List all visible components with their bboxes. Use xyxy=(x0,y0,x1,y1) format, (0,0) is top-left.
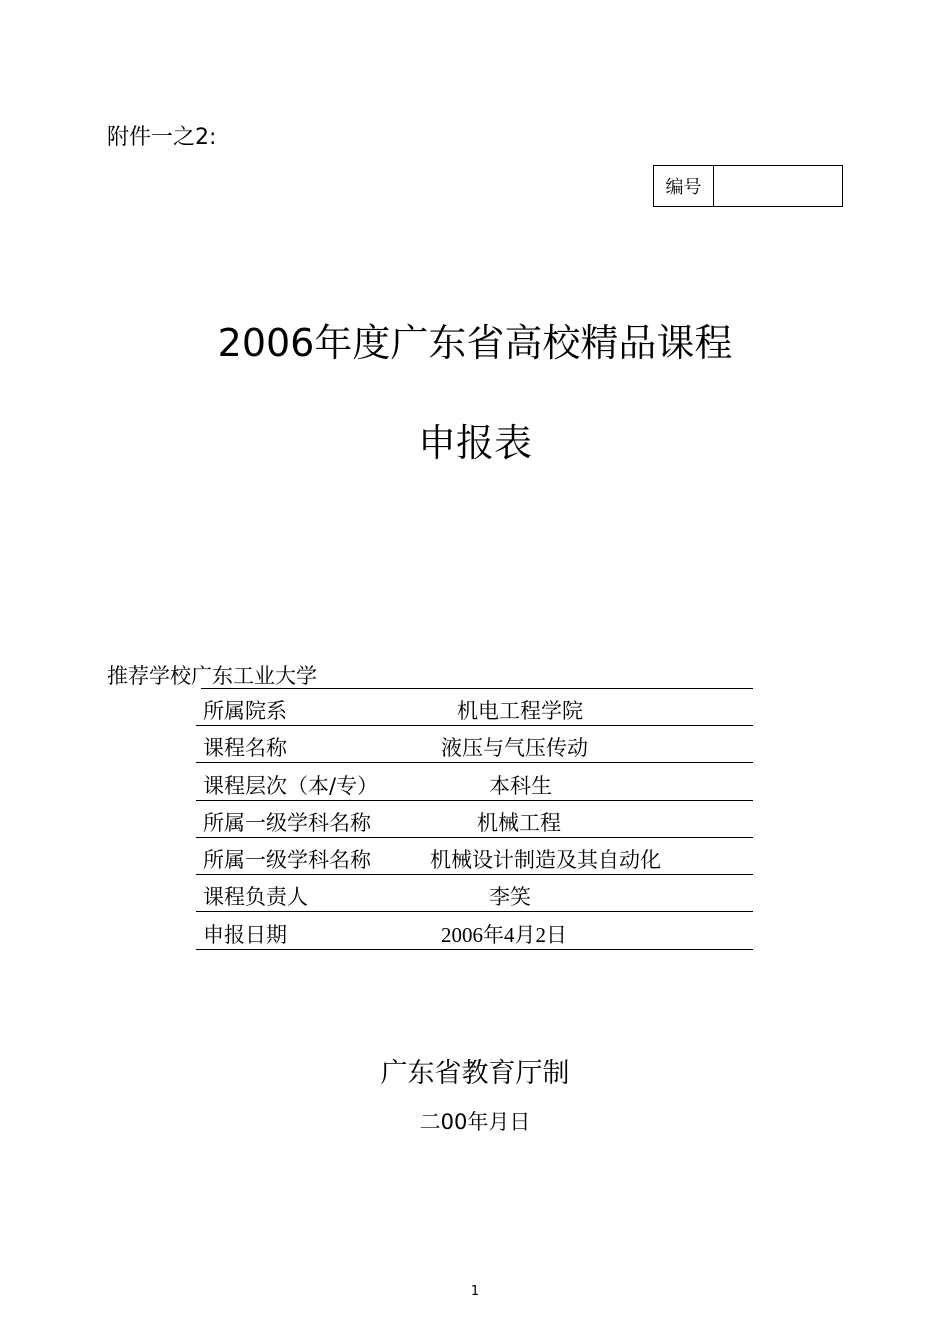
row-value: 液压与气压传动 xyxy=(441,736,588,760)
form-row-discipline-2 xyxy=(196,838,753,875)
row-label: 申报日期 xyxy=(203,923,287,947)
document-title: 2006年度广东省高校精品课程 xyxy=(217,321,733,365)
attachment-label: 附件一之2: xyxy=(107,125,217,150)
form-row-course-level xyxy=(196,764,753,801)
number-box xyxy=(653,165,843,207)
row-value: 2006年4月2日 xyxy=(441,923,567,947)
row-value: 李笑 xyxy=(489,885,531,909)
row-label: 课程层次（本/专） xyxy=(203,774,379,798)
row-value: 本科生 xyxy=(489,774,552,798)
row-label: 所属一级学科名称 xyxy=(203,811,371,835)
number-label: 编号 xyxy=(654,166,714,206)
school-label: 推荐学校 xyxy=(107,664,191,688)
row-label: 课程负责人 xyxy=(203,885,308,909)
issue-date: 二00年月日 xyxy=(419,1110,531,1134)
issuing-organization: 广东省教育厅制 xyxy=(380,1058,570,1089)
document-subtitle: 申报表 xyxy=(417,421,532,465)
row-label: 课程名称 xyxy=(203,736,287,760)
form-row-date xyxy=(196,913,753,950)
page-number: 1 xyxy=(470,1284,480,1299)
number-value-field[interactable] xyxy=(714,166,842,206)
school-row xyxy=(107,664,753,689)
row-label: 所属一级学科名称 xyxy=(203,848,371,872)
form-row-course-name xyxy=(196,726,753,763)
school-value: 广东工业大学 xyxy=(191,664,317,688)
row-value: 机械工程 xyxy=(477,811,561,835)
form-row-department xyxy=(196,689,753,726)
row-value: 机械设计制造及其自动化 xyxy=(430,848,661,872)
form-row-course-leader xyxy=(196,875,753,912)
row-value: 机电工程学院 xyxy=(457,699,583,723)
form-row-discipline xyxy=(196,801,753,838)
row-label: 所属院系 xyxy=(203,699,287,723)
